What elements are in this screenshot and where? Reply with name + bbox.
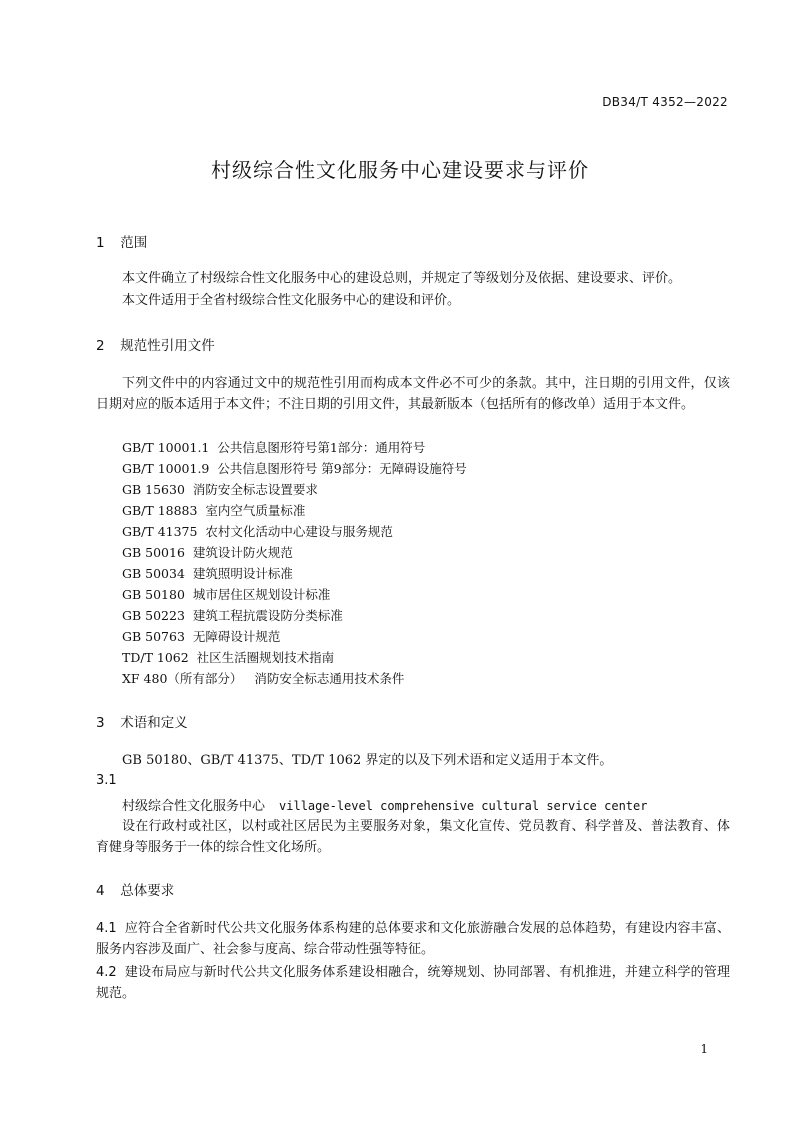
reference-item: GB/T 10001.1 公共信息图形符号第1部分：通用符号 — [122, 440, 426, 455]
clause-number: 4.1 — [96, 921, 117, 936]
reference-item: GB/T 18883 室内空气质量标准 — [122, 503, 306, 518]
section-number: 1 — [96, 235, 105, 251]
reference-item: GB 15630 消防安全标志设置要求 — [122, 482, 318, 497]
document-title: 村级综合性文化服务中心建设要求与评价 — [211, 158, 589, 182]
clause-number: 3.1 — [96, 773, 117, 788]
section-1-heading — [96, 231, 147, 251]
reference-item: GB/T 10001.9 公共信息图形符号 第9部分：无障碍设施符号 — [122, 461, 467, 476]
section-number: 3 — [96, 715, 105, 731]
doc-code: DB34/T 4352—2022 — [602, 95, 728, 109]
reference-item: GB 50016 建筑设计防火规范 — [122, 545, 293, 560]
reference-item: XF 480（所有部分） 消防安全标志通用技术条件 — [122, 671, 405, 686]
references-intro: 下列文件中的内容通过文中的规范性引用而构成本文件必不可少的条款。其中，注日期的引用文件，仅该日期对应的版本适用于本文件；不注日期的引用文件，其最新版本（包括所有的修改单）适用于本文件。 — [96, 376, 730, 412]
term-chinese: 村级综合性文化服务中心 — [122, 799, 266, 814]
section-title: 术语和定义 — [120, 715, 188, 731]
section-2-heading — [96, 334, 215, 354]
scope-paragraph-1: 本文件确立了村级综合性文化服务中心的建设总则，并规定了等级划分及依据、建设要求、评价。 — [122, 271, 682, 286]
term-english: village-level comprehensive cultural service center — [279, 799, 648, 813]
reference-item: GB 50223 建筑工程抗震设防分类标准 — [122, 608, 343, 623]
reference-item: GB/T 41375 农村文化活动中心建设与服务规范 — [122, 524, 393, 539]
reference-item: GB 50763 无障碍设计规范 — [122, 629, 281, 644]
clause-4-1 — [96, 918, 730, 960]
section-number: 2 — [96, 338, 105, 354]
terms-intro: GB 50180、GB/T 41375、TD/T 1062 界定的以及下列术语和定义适用于本文件。 — [122, 753, 613, 768]
reference-item: GB 50180 城市居住区规划设计标准 — [122, 587, 331, 602]
reference-item: TD/T 1062 社区生活圈规划技术指南 — [122, 650, 335, 665]
reference-item: GB 50034 建筑照明设计标准 — [122, 566, 293, 581]
section-3-heading — [96, 711, 188, 731]
clause-text: 应符合全省新时代公共文化服务体系构建的总体要求和文化旅游融合发展的总体趋势，有建设内容丰富、服务内容涉及面广、社会参与度高、综合带动性强等特征。 — [96, 921, 730, 957]
term-definition: 设在行政村或社区，以村或社区居民为主要服务对象，集文化宣传、党员教育、科学普及、普法教育、体育健身等服务于一体的综合性文化场所。 — [96, 819, 730, 855]
section-4-heading — [96, 879, 174, 899]
section-number: 4 — [96, 883, 105, 899]
section-title: 规范性引用文件 — [120, 338, 215, 354]
clause-text: 建设布局应与新时代公共文化服务体系建设相融合，统筹规划、协同部署、有机推进，并建立科学的管理规范。 — [96, 965, 730, 1001]
scope-paragraph-2: 本文件适用于全省村级综合性文化服务中心的建设和评价。 — [122, 293, 461, 308]
clause-number: 4.2 — [96, 965, 117, 980]
page-number: 1 — [700, 1042, 708, 1056]
term-entry — [122, 795, 647, 814]
clause-4-2 — [96, 962, 730, 1004]
section-title: 总体要求 — [120, 883, 175, 899]
section-title: 范围 — [120, 235, 148, 251]
